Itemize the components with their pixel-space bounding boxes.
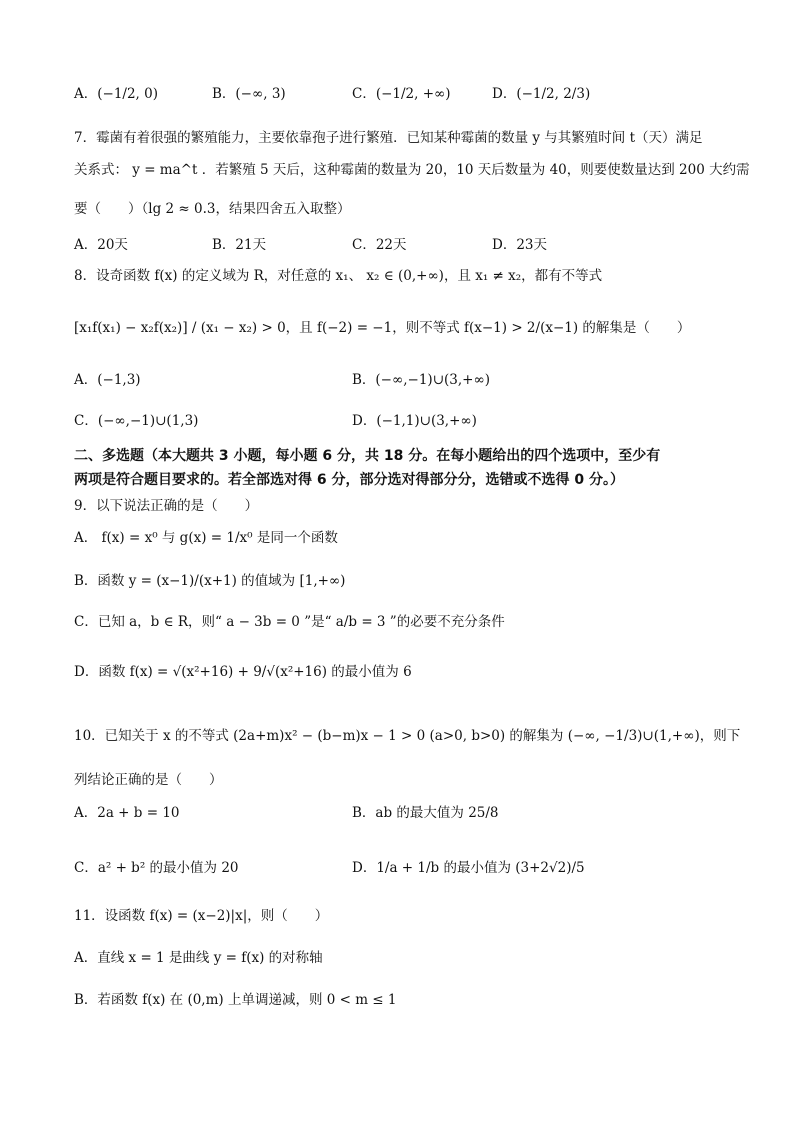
q7-line-3: 要（ ）（lg 2 ≈ 0.3，结果四舍五入取整） (74, 201, 351, 217)
q6-option-b: B．(−∞, 3) (212, 86, 286, 102)
q7-option-b: B．21天 (212, 237, 267, 253)
q6-option-d: D．(−1/2, 2/3) (492, 86, 591, 102)
q11-stem: 11．设函数 f(x) = (x−2)|x|，则（ ） (74, 908, 329, 924)
section-2-heading-line-2: 两项是符合题目要求的。若全部选对得 6 分，部分选对得部分分，选错或不选得 0 分。） (74, 472, 624, 488)
q10-option-b: B．ab 的最大值为 25/8 (352, 805, 499, 821)
q10-line-1: 10．已知关于 x 的不等式 (2a+m)x² − (b−m)x − 1 > 0 (a>0, b>0) 的解集为 (−∞, −1/3)∪(1,+∞)，则下 (74, 728, 741, 744)
q9-stem: 9．以下说法正确的是（ ） (74, 498, 259, 514)
q11-option-a: A．直线 x = 1 是曲线 y = f(x) 的对称轴 (74, 950, 323, 966)
q8-option-a: A．(−1,3) (74, 372, 141, 388)
q7-option-c: C．22天 (352, 237, 407, 253)
q7-line-2: 关系式： y = ma^t ．若繁殖 5 天后，这种霉菌的数量为 20，10 天后数量为 40，则要使数量达到 200 大约需 (74, 162, 750, 178)
q9-option-d: D．函数 f(x) = √(x²+16) + 9/√(x²+16) 的最小值为 6 (74, 664, 412, 680)
q8-option-c: C．(−∞,−1)∪(1,3) (74, 413, 199, 429)
q10-option-d: D．1/a + 1/b 的最小值为 (3+2√2)/5 (352, 860, 585, 876)
q6-option-a: A．(−1/2, 0) (74, 86, 158, 102)
q7-option-a: A．20天 (74, 237, 128, 253)
q9-option-c: C．已知 a，b ∈ R，则“ a − 3b = 0 ”是“ a/b = 3 ”的必要不充分条件 (74, 614, 505, 630)
q8-option-b: B．(−∞,−1)∪(3,+∞) (352, 372, 490, 388)
q7-option-d: D．23天 (492, 237, 548, 253)
q8-line-1: 8．设奇函数 f(x) 的定义域为 R，对任意的 x₁、 x₂ ∈ (0,+∞)，且 x₁ ≠ x₂，都有不等式 (74, 268, 603, 284)
q10-line-2: 列结论正确的是（ ） (74, 772, 223, 788)
q8-line-2: [x₁f(x₁) − x₂f(x₂)] / (x₁ − x₂) > 0，且 f(−2) = −1，则不等式 f(x−1) > 2/(x−1) 的解集是（ ） (74, 320, 691, 336)
q11-option-b: B．若函数 f(x) 在 (0,m) 上单调递减，则 0 < m ≤ 1 (74, 992, 397, 1008)
q6-option-c: C．(−1/2, +∞) (352, 86, 451, 102)
q10-option-c: C．a² + b² 的最小值为 20 (74, 860, 239, 876)
q9-option-a: A． f(x) = x⁰ 与 g(x) = 1/x⁰ 是同一个函数 (74, 530, 338, 546)
q10-option-a: A．2a + b = 10 (74, 805, 180, 821)
q9-option-b: B．函数 y = (x−1)/(x+1) 的值域为 [1,+∞) (74, 573, 346, 589)
q8-option-d: D．(−1,1)∪(3,+∞) (352, 413, 477, 429)
section-2-heading-line-1: 二、多选题（本大题共 3 小题，每小题 6 分，共 18 分。在每小题给出的四个选项中，至少有 (74, 448, 661, 464)
q7-line-1: 7．霉菌有着很强的繁殖能力，主要依靠孢子进行繁殖．已知某种霉菌的数量 y 与其繁殖时间 t（天）满足 (74, 130, 703, 146)
